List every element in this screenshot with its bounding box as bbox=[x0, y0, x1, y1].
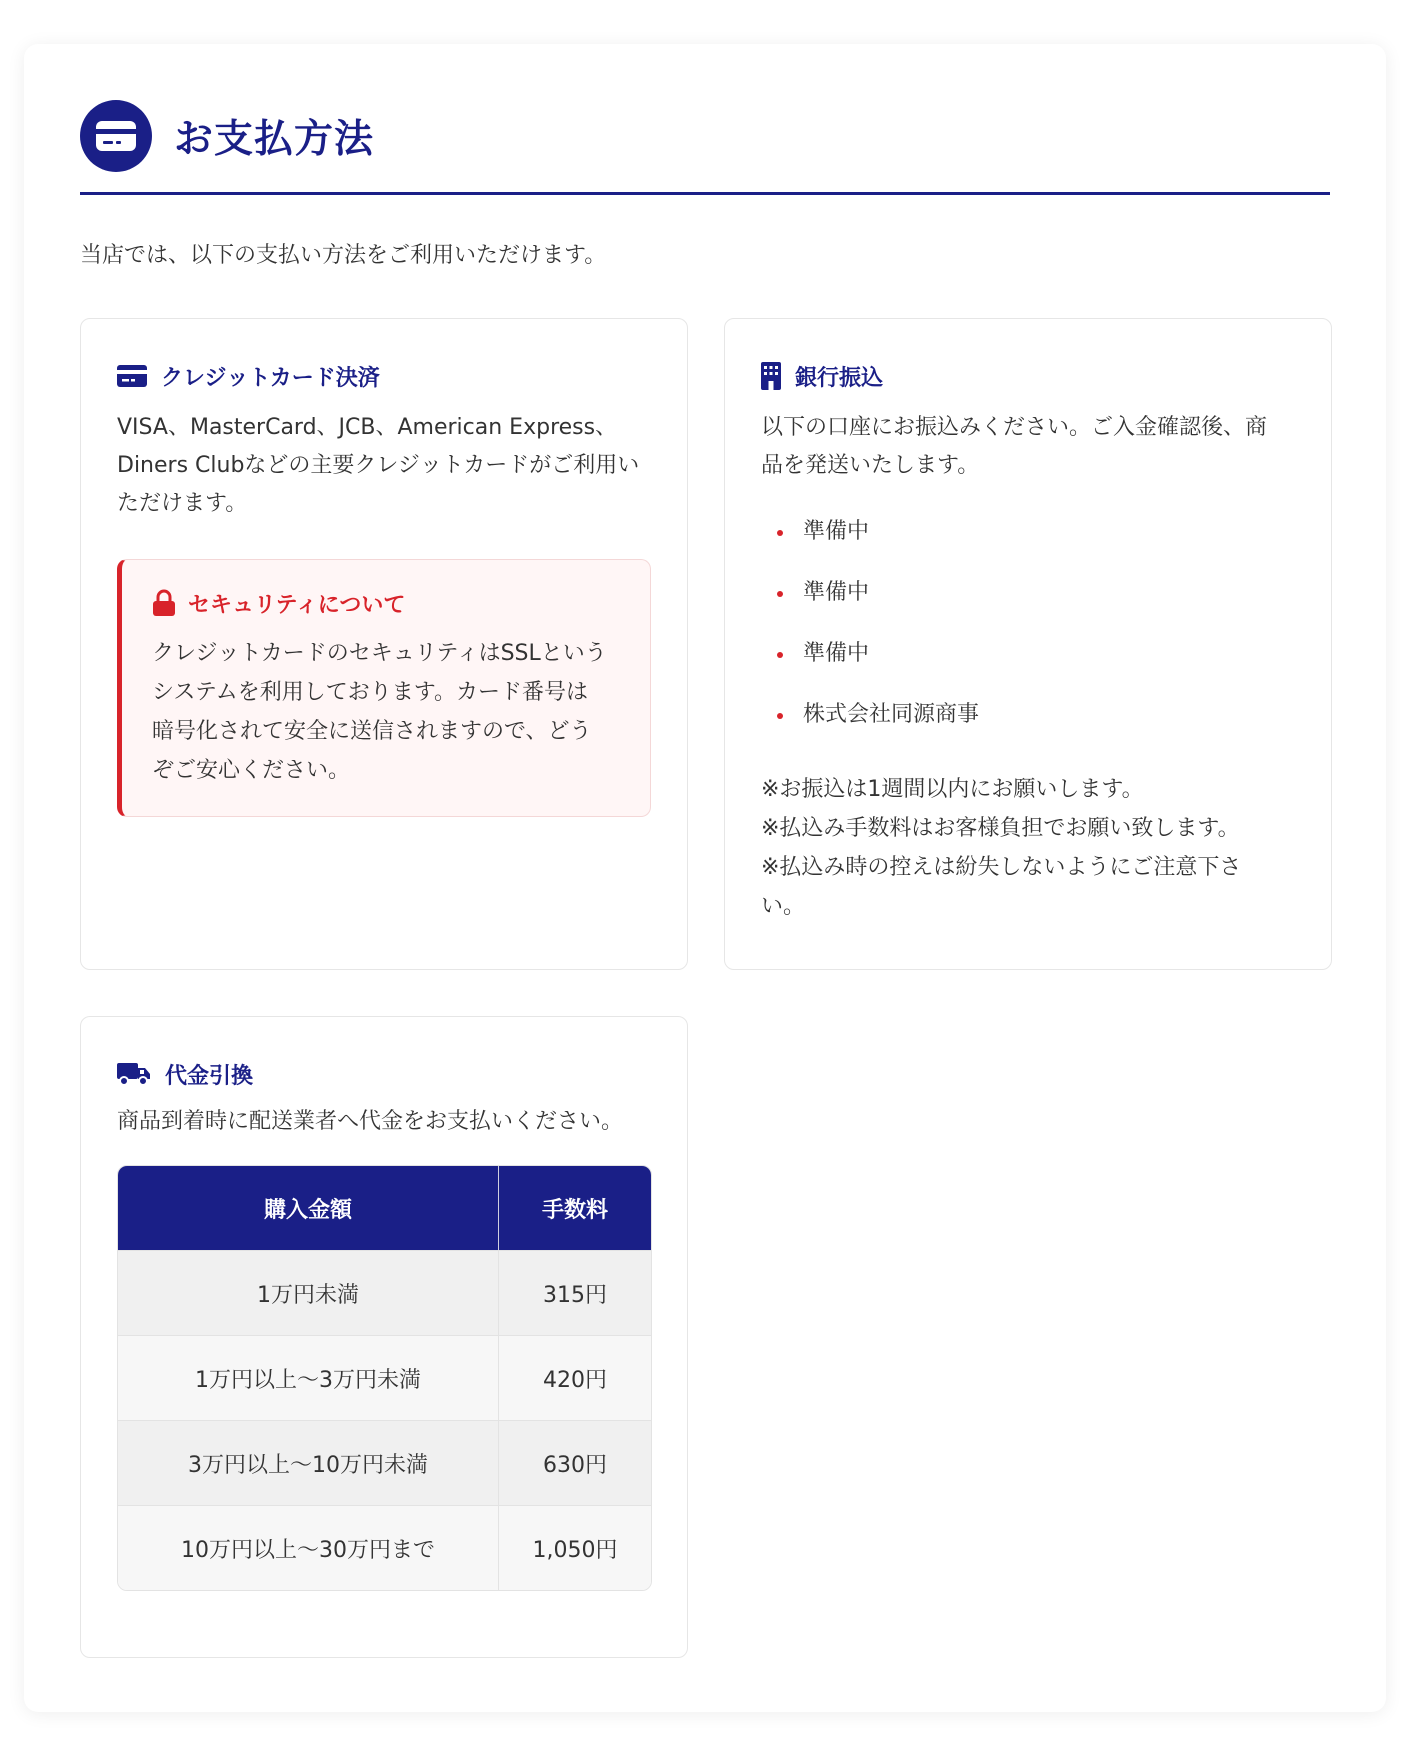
credit-card-icon bbox=[80, 100, 152, 172]
list-item bbox=[761, 639, 1295, 669]
list-item-text: 株式会社同源商事 bbox=[803, 702, 980, 727]
building-icon bbox=[761, 362, 781, 390]
list-item-text: 準備中 bbox=[803, 580, 870, 605]
security-line: ぞご安心ください。 bbox=[152, 758, 351, 783]
credit-card-description bbox=[117, 409, 651, 523]
fee-cell: 630円 bbox=[499, 1420, 651, 1505]
security-line: クレジットカードのセキュリティはSSLという bbox=[152, 641, 607, 666]
table-row bbox=[118, 1335, 651, 1420]
cod-fee-table bbox=[117, 1165, 652, 1591]
credit-card-icon bbox=[117, 364, 147, 388]
list-item bbox=[761, 517, 1295, 547]
column-header-fee: 手数料 bbox=[499, 1166, 651, 1250]
lock-icon bbox=[152, 589, 176, 617]
list-item bbox=[761, 700, 1295, 730]
payment-methods-panel bbox=[24, 44, 1386, 1712]
table-row bbox=[118, 1505, 651, 1590]
security-title-text: セキュリティについて bbox=[188, 592, 406, 618]
page-header bbox=[80, 100, 1330, 195]
list-item-text: 準備中 bbox=[803, 641, 870, 666]
amount-cell: 1万円未満 bbox=[118, 1250, 499, 1335]
cash-on-delivery-description: 商品到着時に配送業者へ代金をお支払いください。 bbox=[117, 1109, 624, 1134]
security-notice bbox=[117, 559, 651, 817]
bullet-dot-icon bbox=[777, 530, 783, 536]
description-line: 品を発送いたします。 bbox=[761, 453, 980, 478]
bank-transfer-title-text: 銀行振込 bbox=[795, 365, 884, 391]
note-line: ※払込み時の控えは紛失しないようにご注意下さ bbox=[761, 855, 1242, 880]
security-line: システムを利用しております。カード番号は bbox=[152, 680, 589, 705]
fee-cell: 420円 bbox=[499, 1335, 651, 1420]
amount-cell: 10万円以上〜30万円まで bbox=[118, 1505, 499, 1590]
credit-card-title bbox=[117, 361, 651, 391]
credit-card-section bbox=[80, 318, 688, 970]
amount-cell: 1万円以上〜3万円未満 bbox=[118, 1335, 499, 1420]
note-line: ※お振込は1週間以内にお願いします。 bbox=[761, 777, 1144, 802]
security-description bbox=[152, 634, 622, 790]
description-line: VISA、MasterCard、JCB、American Express、 bbox=[117, 415, 618, 440]
bank-transfer-description bbox=[761, 409, 1295, 485]
cash-on-delivery-section bbox=[80, 1016, 688, 1658]
cash-on-delivery-title-text: 代金引換 bbox=[165, 1063, 254, 1089]
table-row bbox=[118, 1250, 651, 1335]
bullet-dot-icon bbox=[777, 652, 783, 658]
truck-icon bbox=[117, 1061, 151, 1087]
intro-text: 当店では、以下の支払い方法をご利用いただけます。 bbox=[80, 243, 607, 268]
bank-transfer-notes bbox=[761, 770, 1295, 926]
description-line: ただけます。 bbox=[117, 491, 248, 516]
note-line: ※払込み手数料はお客様負担でお願い致します。 bbox=[761, 816, 1240, 841]
description-line: 以下の口座にお振込みください。ご入金確認後、商 bbox=[761, 415, 1268, 440]
amount-cell: 3万円以上〜10万円未満 bbox=[118, 1420, 499, 1505]
list-item bbox=[761, 578, 1295, 608]
credit-card-title-text: クレジットカード決済 bbox=[161, 365, 380, 391]
table-row bbox=[118, 1420, 651, 1505]
note-line: い。 bbox=[761, 894, 806, 919]
security-title bbox=[152, 588, 622, 618]
list-item-text: 準備中 bbox=[803, 519, 870, 544]
bullet-dot-icon bbox=[777, 713, 783, 719]
fee-cell: 315円 bbox=[499, 1250, 651, 1335]
description-line: Diners Clubなどの主要クレジットカードがご利用い bbox=[117, 453, 640, 478]
bank-transfer-title bbox=[761, 361, 1295, 391]
bank-transfer-section bbox=[724, 318, 1332, 970]
bank-account-list bbox=[761, 517, 1295, 730]
page-title: お支払方法 bbox=[174, 117, 375, 162]
table-header-row bbox=[118, 1166, 651, 1250]
fee-cell: 1,050円 bbox=[499, 1505, 651, 1590]
column-header-amount: 購入金額 bbox=[118, 1166, 499, 1250]
bullet-dot-icon bbox=[777, 591, 783, 597]
cash-on-delivery-title bbox=[117, 1059, 651, 1089]
security-line: 暗号化されて安全に送信されますので、どう bbox=[152, 719, 592, 744]
